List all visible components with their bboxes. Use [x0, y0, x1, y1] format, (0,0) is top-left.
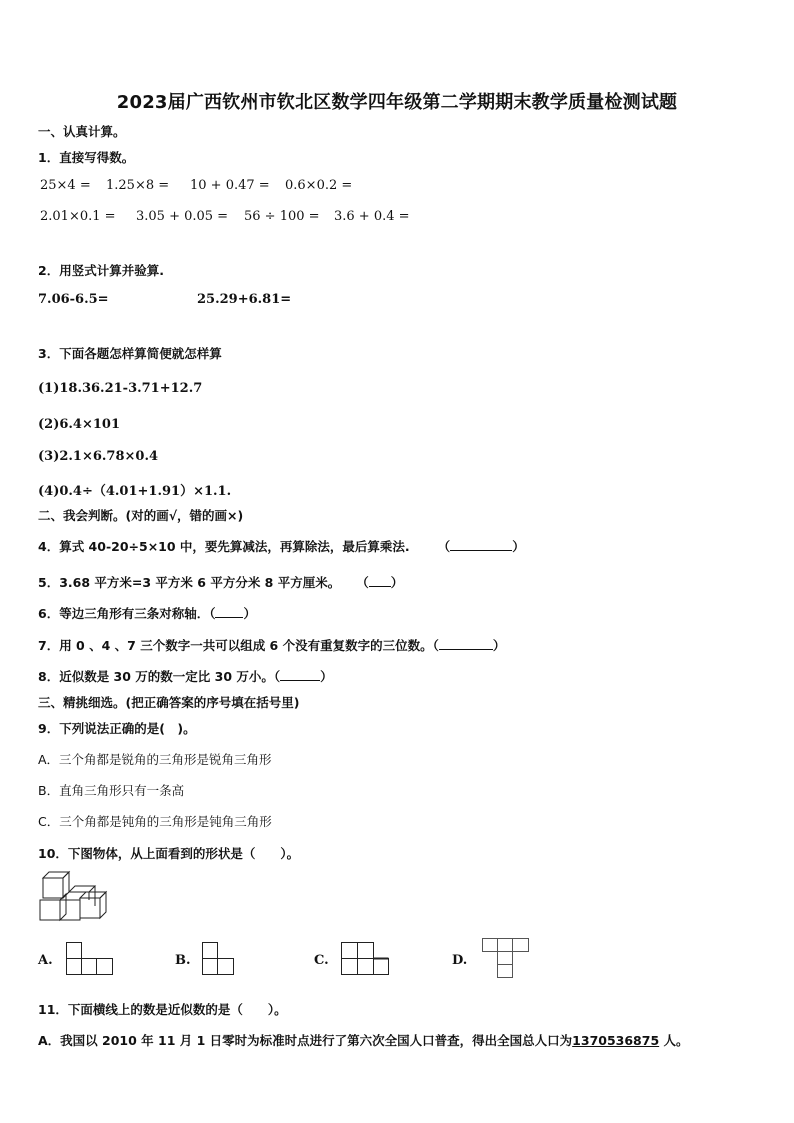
option-label[interactable]: A. [38, 953, 53, 968]
section-heading: 三、精挑细选。(把正确答案的序号填在括号里) [38, 695, 300, 710]
option-label[interactable]: D. [452, 953, 468, 968]
option-label[interactable]: C. [314, 953, 329, 968]
answer-blank[interactable] [439, 637, 493, 650]
option-c[interactable]: C．三个角都是钝角的三角形是钝角三角形 [38, 814, 272, 829]
calc-item: (1)18.36.21-3.71+12.7 [38, 381, 203, 396]
question-stem: 1．直接写得数。 [38, 150, 135, 165]
calc-item: 10 + 0.47 = [190, 178, 270, 193]
question-text: 7．用 0 、4 、7 三个数字一共可以组成 6 个没有重复数字的三位数。 [38, 638, 433, 653]
judge-question: 6．等边三角形有三条对称轴．（ ） [38, 606, 256, 621]
cube-figure [38, 870, 110, 922]
answer-blank[interactable] [215, 605, 243, 618]
shape-option-c[interactable] [341, 942, 391, 976]
question-stem: 10．下图物体，从上面看到的形状是（ ）。 [38, 846, 300, 861]
calc-item: 25×4 = [40, 178, 91, 193]
question-stem: 11．下面横线上的数是近似数的是（ ）。 [38, 1002, 287, 1017]
page-title: 2023届广西钦州市钦北区数学四年级第二学期期末教学质量检测试题 [116, 92, 678, 113]
question-text: 6．等边三角形有三条对称轴． [38, 606, 210, 621]
option-a[interactable]: A．三个角都是锐角的三角形是锐角三角形 [38, 752, 272, 767]
calc-item: 0.6×0.2 = [285, 178, 353, 193]
answer-blank[interactable] [280, 668, 320, 681]
calc-item: 7.06-6.5= [38, 292, 109, 307]
judge-question: 5．3.68 平方米=3 平方米 6 平方分米 8 平方厘米。 （ ） [38, 575, 404, 590]
section-heading: 二、我会判断。(对的画√，错的画×) [38, 508, 244, 523]
section-heading: 一、认真计算。 [38, 124, 126, 139]
judge-question: 4．算式 40-20÷5×10 中，要先算减法，再算除法，最后算乘法. （ ） [38, 539, 525, 554]
judge-question: 8．近似数是 30 万的数一定比 30 万小。（ ） [38, 669, 333, 684]
option-b[interactable]: B．直角三角形只有一条高 [38, 783, 185, 798]
answer-blank[interactable] [450, 538, 512, 551]
calc-item: 56 ÷ 100 = [244, 209, 320, 224]
calc-item: 1.25×8 = [106, 178, 170, 193]
calc-item: (3)2.1×6.78×0.4 [38, 449, 159, 464]
question-text: 5．3.68 平方米=3 平方米 6 平方分米 8 平方厘米。 [38, 575, 341, 590]
shape-option-d[interactable] [482, 938, 530, 978]
shape-option-a[interactable] [66, 942, 114, 976]
calc-item: (2)6.4×101 [38, 417, 120, 432]
calc-item: (4)0.4÷（4.01+1.91）×1.1. [38, 484, 232, 499]
calc-item: 3.6 + 0.4 = [334, 209, 410, 224]
shape-option-b[interactable] [202, 942, 236, 976]
answer-blank[interactable] [369, 574, 391, 587]
question-text: 8．近似数是 30 万的数一定比 30 万小。 [38, 669, 274, 684]
calc-item: 3.05 + 0.05 = [136, 209, 229, 224]
calc-item: 2.01×0.1 = [40, 209, 116, 224]
judge-question: 7．用 0 、4 、7 三个数字一共可以组成 6 个没有重复数字的三位数。（ ） [38, 638, 506, 653]
question-stem: 3．下面各题怎样算简便就怎样算 [38, 346, 222, 361]
question-stem: 2．用竖式计算并验算. [38, 263, 164, 278]
option-a[interactable]: A．我国以 2010 年 11 月 1 日零时为标准时点进行了第六次全国人口普查，得出全国总人口为1370536875 人。 [38, 1033, 689, 1048]
option-label[interactable]: B. [175, 953, 191, 968]
underlined-number: 1370536875 [572, 1033, 660, 1048]
calc-item: 25.29+6.81= [197, 292, 292, 307]
question-text: 4．算式 40-20÷5×10 中，要先算减法，再算除法，最后算乘法. [38, 539, 410, 554]
question-stem: 9．下列说法正确的是( )。 [38, 721, 196, 736]
